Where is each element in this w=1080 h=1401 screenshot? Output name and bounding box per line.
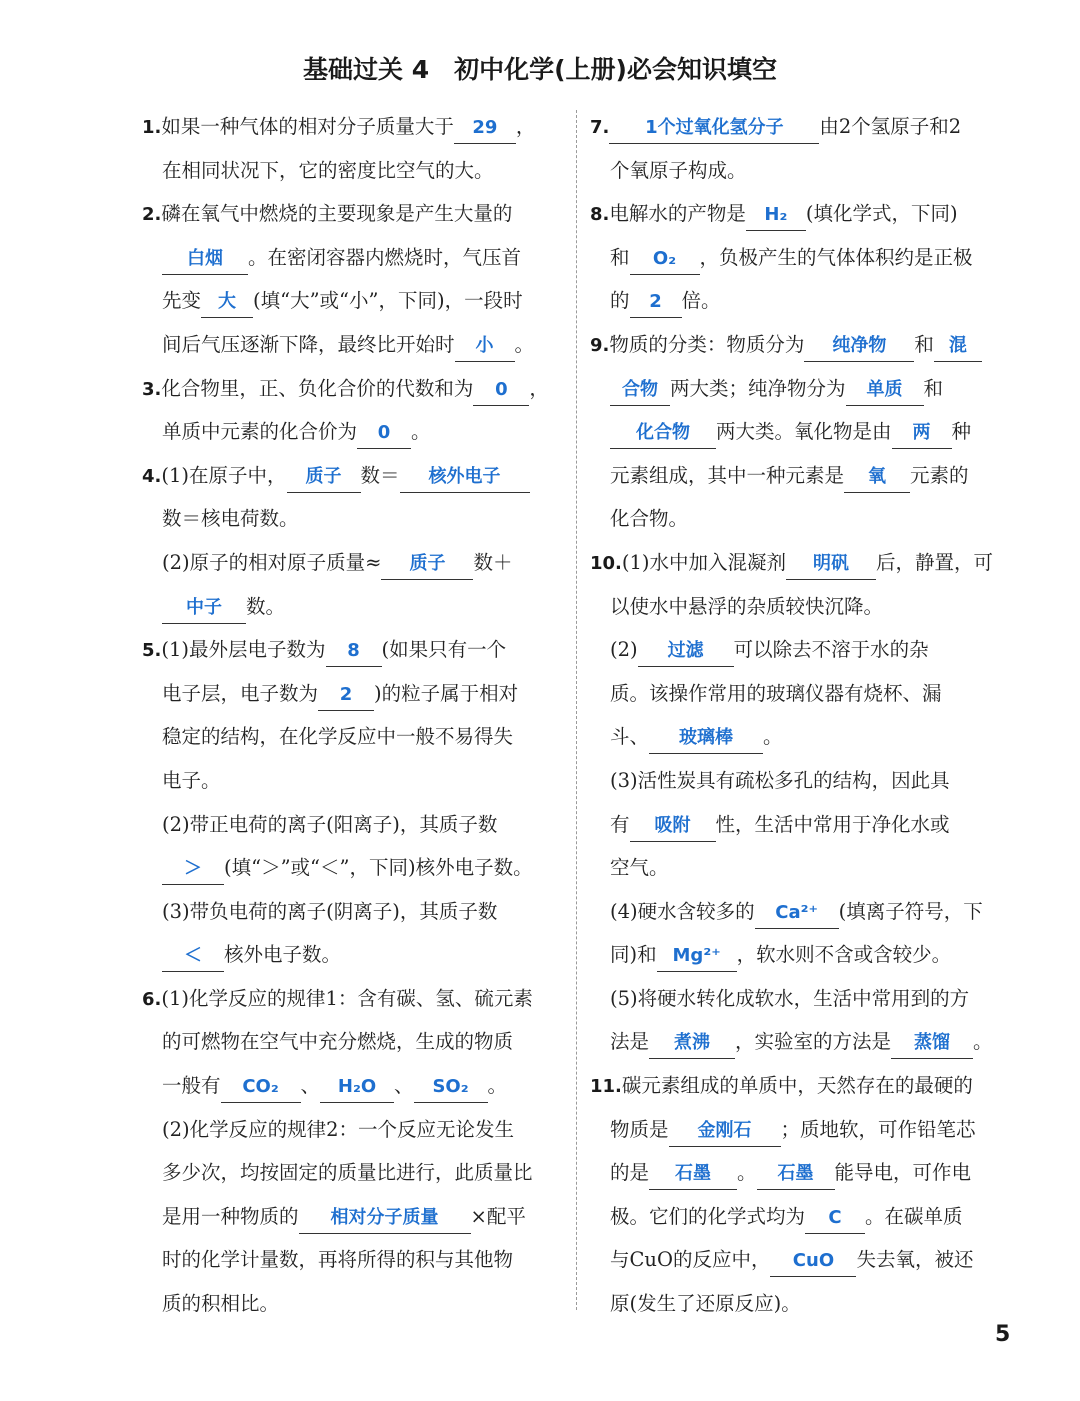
q8-text-6: 倍。 bbox=[681, 289, 721, 313]
q10-line-2 bbox=[590, 585, 1022, 629]
q11-text-6: 能导电，可作电 bbox=[834, 1161, 972, 1185]
q11-text-9: 与CuO的反应中， bbox=[610, 1248, 771, 1272]
q10-answer-3: 玻璃棒 bbox=[649, 723, 763, 754]
right-column bbox=[590, 105, 1022, 1326]
q2-text-1: 磷在氧气中燃烧的主要现象是产生大量的 bbox=[161, 202, 513, 226]
q9-text-9: 化合物。 bbox=[610, 507, 689, 531]
q10-text-12: 空气。 bbox=[610, 856, 669, 880]
q9-line-4 bbox=[590, 454, 1022, 498]
q9-line-5 bbox=[590, 497, 1022, 541]
q2-line-2 bbox=[142, 236, 562, 280]
q5-text-8: (填“＞”或“＜”，下同)核外电子数。 bbox=[224, 856, 533, 880]
q5-line-7 bbox=[142, 890, 562, 934]
q2-text-3: 先变 bbox=[162, 289, 202, 313]
q5-text-6: 电子。 bbox=[162, 768, 221, 792]
q6-line-7 bbox=[142, 1238, 562, 1282]
q11-answer-5: CuO bbox=[770, 1246, 856, 1277]
q7-answer-1: 1个过氧化氢分子 bbox=[609, 113, 819, 144]
q5-line-3 bbox=[142, 715, 562, 759]
q9-answer-3: 单质 bbox=[846, 375, 924, 406]
q10-text-11: 性，生活中常用于净化水或 bbox=[715, 812, 950, 836]
q8-answer-1: H₂ bbox=[746, 200, 806, 231]
q1-text-2: ， bbox=[515, 115, 536, 138]
q5-answer-1: 8 bbox=[326, 636, 382, 667]
q5-line-6 bbox=[142, 846, 562, 890]
q10-line-1 bbox=[590, 541, 1022, 585]
q3-answer-2: 0 bbox=[357, 418, 411, 449]
q6-number: 6. bbox=[142, 988, 162, 1010]
q6-text-8: 多少次，均按固定的质量比进行，此质量比 bbox=[162, 1161, 533, 1185]
q10-text-18: 法是 bbox=[610, 1030, 650, 1054]
q10-text-10: 有 bbox=[610, 812, 630, 836]
q6-text-12: 质的积相比。 bbox=[162, 1292, 280, 1316]
q6-line-5 bbox=[142, 1151, 562, 1195]
q8-text-2: (填化学式，下同) bbox=[805, 202, 958, 226]
q11-line-4 bbox=[590, 1195, 1022, 1239]
q10-answer-4: 吸附 bbox=[630, 811, 716, 842]
q1-text-1: 如果一种气体的相对分子质量大于 bbox=[161, 115, 454, 138]
q6-answer-1: CO₂ bbox=[221, 1072, 301, 1103]
q9-text-7: 元素组成，其中一种元素是 bbox=[610, 463, 845, 487]
q5-answer-4: ＜ bbox=[162, 941, 224, 972]
q7-text-1: 由2个氢原子和2 bbox=[819, 115, 962, 138]
page-title: 基础过关 4 初中化学(上册)必会知识填空 bbox=[303, 55, 777, 84]
q2-text-6: 。 bbox=[514, 332, 535, 356]
q5-number: 5. bbox=[142, 640, 162, 662]
q5-line-5 bbox=[142, 803, 562, 847]
q5-text-7: (2)带正电荷的离子(阳离子)，其质子数 bbox=[162, 812, 498, 836]
q10-text-15: 同)和 bbox=[610, 943, 657, 967]
q11-line-5 bbox=[590, 1238, 1022, 1282]
q11-line-3 bbox=[590, 1151, 1022, 1195]
q8-text-4: ，负极产生的气体体积约是正极 bbox=[699, 245, 973, 269]
q6-line-1 bbox=[142, 977, 562, 1021]
q4-answer-3: 质子 bbox=[381, 549, 473, 580]
q10-line-10 bbox=[590, 933, 1022, 977]
q4-line-3 bbox=[142, 541, 562, 585]
q10-number: 10. bbox=[590, 552, 622, 574]
q10-answer-1: 明矾 bbox=[786, 549, 876, 580]
q6-text-9: 是用一种物质的 bbox=[162, 1204, 299, 1228]
q1-text-3: 在相同状况下，它的密度比空气的大。 bbox=[162, 158, 494, 182]
q9-answer-2b: 合物 bbox=[610, 375, 670, 406]
q10-text-7: 斗、 bbox=[610, 725, 650, 749]
q6-text-1: (1)化学反应的规律1：含有碳、氢、硫元素 bbox=[161, 986, 533, 1010]
q10-line-7 bbox=[590, 803, 1022, 847]
q11-answer-4: C bbox=[805, 1203, 865, 1234]
q6-text-2: 的可燃物在空气中充分燃烧，生成的物质 bbox=[162, 1030, 514, 1054]
q1-answer-1: 29 bbox=[454, 113, 516, 144]
q5-text-10: 核外电子数。 bbox=[224, 943, 342, 967]
q10-text-6: 质。该操作常用的玻璃仪器有烧杯、漏 bbox=[610, 681, 942, 705]
q9-text-5: 两大类。氧化物是由 bbox=[716, 420, 892, 444]
q7-text-2: 个氧原子构成。 bbox=[610, 158, 747, 182]
q5-line-2 bbox=[142, 672, 562, 716]
q9-text-1: 物质的分类：物质分为 bbox=[609, 332, 805, 356]
q11-text-7: 极。它们的化学式均为 bbox=[610, 1204, 806, 1228]
q10-line-11 bbox=[590, 977, 1022, 1021]
q11-text-10: 失去氧，被还 bbox=[856, 1248, 974, 1272]
q10-text-8: 。 bbox=[763, 725, 783, 749]
q11-line-6 bbox=[590, 1282, 1022, 1326]
q10-line-9 bbox=[590, 890, 1022, 934]
q10-answer-7: 煮沸 bbox=[649, 1028, 735, 1059]
q10-line-5 bbox=[590, 715, 1022, 759]
q11-text-11: 原(发生了还原反应)。 bbox=[610, 1292, 801, 1316]
q10-answer-8: 蒸馏 bbox=[891, 1028, 973, 1059]
page-number: 5 bbox=[995, 1322, 1011, 1347]
q2-line-4 bbox=[142, 323, 562, 367]
q3-line-2 bbox=[142, 410, 562, 454]
q9-text-3: 两大类；纯净物分为 bbox=[670, 376, 846, 400]
q11-answer-1: 金刚石 bbox=[669, 1116, 781, 1147]
q10-text-14: (填离子符号，下 bbox=[838, 899, 983, 923]
q3-text-2: ， bbox=[529, 376, 549, 400]
q11-text-5: 。 bbox=[737, 1161, 757, 1185]
column-divider bbox=[576, 110, 577, 1310]
q4-number: 4. bbox=[142, 465, 162, 487]
q11-line-2 bbox=[590, 1108, 1022, 1152]
q2-answer-3: 小 bbox=[455, 331, 515, 362]
q6-line-8 bbox=[142, 1282, 562, 1326]
q4-text-3: 数＝核电荷数。 bbox=[162, 507, 299, 531]
q4-line-4 bbox=[142, 585, 562, 629]
q11-text-3: ；质地软，可作铅笔芯 bbox=[780, 1117, 976, 1141]
q9-text-8: 元素的 bbox=[910, 463, 969, 487]
q9-line-1 bbox=[590, 323, 1022, 367]
q3-answer-1: 0 bbox=[473, 375, 529, 406]
q3-line-1 bbox=[142, 367, 562, 411]
q8-number: 8. bbox=[590, 204, 610, 226]
q10-line-4 bbox=[590, 672, 1022, 716]
q1-number: 1. bbox=[142, 117, 162, 138]
q7-line-2 bbox=[590, 149, 1022, 193]
q5-line-1 bbox=[142, 628, 562, 672]
q10-text-17: (5)将硬水转化成软水，生活中常用到的方 bbox=[610, 986, 970, 1010]
q10-text-3: 以使水中悬浮的杂质较快沉降。 bbox=[610, 594, 884, 618]
q1-line-1 bbox=[142, 105, 562, 149]
q10-answer-2: 过滤 bbox=[638, 636, 734, 667]
q8-text-3: 和 bbox=[610, 245, 630, 269]
q2-number: 2. bbox=[142, 204, 162, 226]
q6-text-10: ×配平 bbox=[470, 1204, 526, 1228]
q11-answer-2: 石墨 bbox=[649, 1159, 737, 1190]
q2-text-2: 。在密闭容器内燃烧时，气压首 bbox=[248, 245, 522, 269]
q5-line-4 bbox=[142, 759, 562, 803]
q4-text-1: (1)在原子中， bbox=[161, 463, 287, 487]
q9-text-4: 和 bbox=[923, 376, 944, 400]
q5-answer-2: 2 bbox=[318, 680, 374, 711]
q5-text-5: 稳定的结构，在化学反应中一般不易得失 bbox=[162, 725, 514, 749]
q5-text-4: )的粒子属于相对 bbox=[374, 681, 519, 705]
q8-text-1: 电解水的产物是 bbox=[609, 202, 746, 226]
q11-text-1: 碳元素组成的单质中，天然存在的最硬的 bbox=[621, 1074, 973, 1098]
q3-number: 3. bbox=[142, 378, 162, 400]
q11-text-4: 的是 bbox=[610, 1161, 650, 1185]
q10-line-3 bbox=[590, 628, 1022, 672]
q2-line-3 bbox=[142, 279, 562, 323]
q6-text-4: 、 bbox=[300, 1074, 321, 1098]
q6-answer-4: 相对分子质量 bbox=[299, 1203, 471, 1234]
q6-text-7: (2)化学反应的规律2：一个反应无论发生 bbox=[162, 1117, 515, 1141]
q9-line-3 bbox=[590, 410, 1022, 454]
q6-text-5: 、 bbox=[394, 1074, 414, 1098]
q9-answer-6: 氧 bbox=[844, 462, 910, 493]
q6-line-4 bbox=[142, 1108, 562, 1152]
q5-answer-3: ＞ bbox=[162, 854, 224, 885]
q9-text-6: 种 bbox=[951, 420, 972, 444]
q8-answer-3: 2 bbox=[630, 287, 682, 318]
q9-answer-2a: 混 bbox=[934, 331, 982, 362]
q5-text-3: 电子层，电子数为 bbox=[162, 681, 319, 705]
q4-line-1 bbox=[142, 454, 562, 498]
q7-number: 7. bbox=[590, 117, 610, 138]
q11-text-8: 。在碳单质 bbox=[865, 1204, 963, 1228]
q10-text-9: (3)活性炭具有疏松多孔的结构，因此具 bbox=[610, 768, 950, 792]
q5-text-2: (如果只有一个 bbox=[381, 638, 507, 662]
q9-answer-4: 化合物 bbox=[610, 418, 716, 449]
q5-line-8 bbox=[142, 933, 562, 977]
q3-text-3: 单质中元素的化合价为 bbox=[162, 420, 358, 444]
q6-text-6: 。 bbox=[487, 1074, 508, 1098]
q1-line-2 bbox=[142, 149, 562, 193]
q4-answer-1: 质子 bbox=[287, 462, 361, 493]
left-column bbox=[142, 105, 562, 1326]
q2-answer-2: 大 bbox=[201, 287, 253, 318]
q10-text-5: 可以除去不溶于水的杂 bbox=[733, 638, 929, 662]
q10-text-13: (4)硬水含较多的 bbox=[610, 899, 755, 923]
q10-answer-6: Mg²⁺ bbox=[657, 941, 737, 972]
q5-text-1: (1)最外层电子数为 bbox=[161, 638, 326, 662]
q6-text-11: 时的化学计量数，再将所得的积与其他物 bbox=[162, 1248, 514, 1272]
q8-line-3 bbox=[590, 279, 1022, 323]
q11-number: 11. bbox=[590, 1076, 622, 1098]
q6-line-6 bbox=[142, 1195, 562, 1239]
q10-text-1: (1)水中加入混凝剂 bbox=[621, 550, 787, 574]
q9-text-2: 和 bbox=[914, 332, 934, 356]
q8-line-2 bbox=[590, 236, 1022, 280]
q4-answer-2: 核外电子 bbox=[400, 462, 530, 493]
q4-line-2 bbox=[142, 497, 562, 541]
q3-text-4: 。 bbox=[411, 420, 431, 444]
q10-line-6 bbox=[590, 759, 1022, 803]
q2-line-1 bbox=[142, 192, 562, 236]
q10-text-2: 后，静置，可 bbox=[876, 550, 994, 574]
q2-answer-1: 白烟 bbox=[162, 244, 248, 275]
q10-line-12 bbox=[590, 1020, 1022, 1064]
q10-text-16: ，软水则不含或含较少。 bbox=[736, 943, 952, 967]
q9-answer-1: 纯净物 bbox=[804, 331, 914, 362]
q10-text-20: 。 bbox=[973, 1030, 993, 1054]
q2-text-4: (填“大”或“小”，下同)，一段时 bbox=[253, 289, 523, 313]
q10-line-8 bbox=[590, 846, 1022, 890]
q8-answer-2: O₂ bbox=[630, 244, 700, 275]
q4-answer-4: 中子 bbox=[162, 593, 246, 624]
q6-answer-2: H₂O bbox=[320, 1072, 394, 1103]
q11-answer-3: 石墨 bbox=[757, 1159, 835, 1190]
q6-line-2 bbox=[142, 1020, 562, 1064]
q6-line-3 bbox=[142, 1064, 562, 1108]
q6-answer-3: SO₂ bbox=[414, 1072, 488, 1103]
q8-text-5: 的 bbox=[610, 289, 630, 313]
q8-line-1 bbox=[590, 192, 1022, 236]
q9-answer-5: 两 bbox=[892, 418, 952, 449]
q10-answer-5: Ca²⁺ bbox=[755, 898, 839, 929]
q6-text-3: 一般有 bbox=[162, 1074, 221, 1098]
q10-text-19: ，实验室的方法是 bbox=[735, 1030, 892, 1054]
q4-text-2: 数＝ bbox=[360, 463, 400, 487]
q11-text-2: 物质是 bbox=[610, 1117, 669, 1141]
q10-text-4: (2) bbox=[610, 638, 638, 662]
q2-text-5: 间后气压逐渐下降，最终比开始时 bbox=[162, 332, 455, 356]
q5-text-9: (3)带负电荷的离子(阴离子)，其质子数 bbox=[162, 899, 498, 923]
q3-text-1: 化合物里，正、负化合价的代数和为 bbox=[161, 376, 474, 400]
q4-text-5: 数＋ bbox=[473, 550, 513, 574]
q4-text-4: (2)原子的相对原子质量≈ bbox=[162, 550, 382, 574]
q9-line-2 bbox=[590, 367, 1022, 411]
q11-line-1 bbox=[590, 1064, 1022, 1108]
q7-line-1 bbox=[590, 105, 1022, 149]
q4-text-6: 数。 bbox=[246, 594, 286, 618]
q9-number: 9. bbox=[590, 334, 610, 356]
